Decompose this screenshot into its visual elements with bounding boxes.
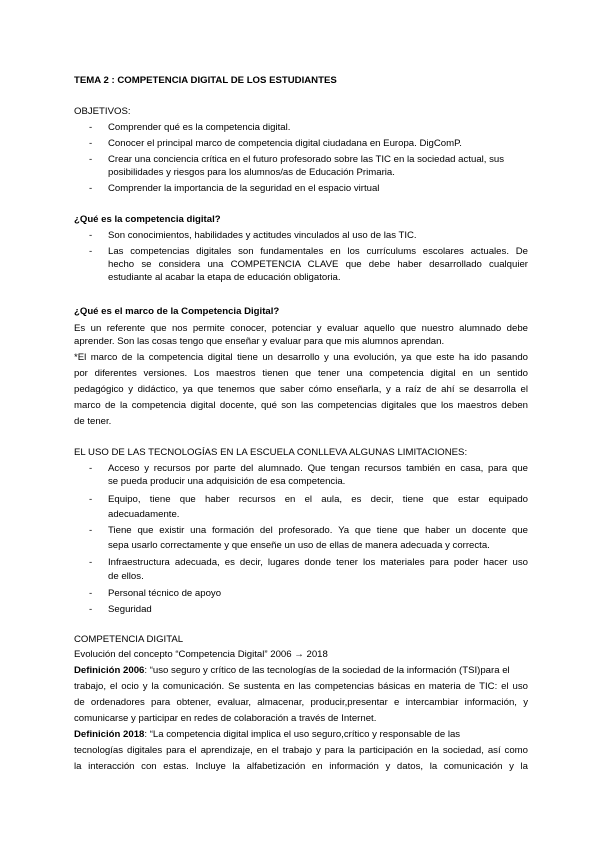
paragraph-line: tecnologías digitales para el aprendizaje, en el trabajo y para la participación en la sociedad, así como	[74, 745, 528, 756]
objetivos-heading: OBJETIVOS:	[74, 106, 131, 117]
paragraph-line: Es un referente que nos permite conocer, potenciar y evaluar aquello que nuestro alumnado debe	[74, 323, 528, 334]
paragraph-line: *El marco de la competencia digital tiene un desarrollo y una evolución, ya que este ha ido pasando	[74, 352, 528, 363]
paragraph-line: de tener.	[74, 416, 112, 427]
bullet-dash: -	[89, 525, 93, 536]
bullet-dash: -	[89, 588, 93, 599]
section-heading-competencia: COMPETENCIA DIGITAL	[74, 634, 184, 645]
paragraph-line: por diferentes versiones. Los maestros tienen que tener una competencia digital en un sentido	[74, 368, 528, 379]
bullet-dash: -	[89, 557, 93, 568]
paragraph-line: la interacción con estas. Incluye la alfabetización en información y datos, la comunicación y la	[74, 761, 528, 772]
bullet-dash: -	[89, 604, 93, 615]
bullet-dash: -	[89, 122, 93, 133]
bullet-dash: -	[89, 183, 93, 194]
bullet-dash: -	[89, 463, 93, 474]
definicion-2018: Definición 2018: “La competencia digital implica el uso seguro,crítico y responsable de las	[74, 729, 461, 740]
evolucion-line: Evolución del concepto “Competencia Digital” 2006 → 2018	[74, 649, 328, 660]
definicion-label: Definición 2006	[74, 665, 145, 676]
bullet-dash: -	[89, 138, 93, 149]
section-heading-limitaciones: EL USO DE LAS TECNOLOGÍAS EN LA ESCUELA CONLLEVA ALGUNAS LIMITACIONES:	[74, 447, 468, 458]
section-heading-marco: ¿Qué es el marco de la Competencia Digital?	[74, 306, 280, 317]
section-heading-que-es: ¿Qué es la competencia digital?	[74, 214, 221, 225]
definicion-label: Definición 2018	[74, 729, 145, 740]
paragraph-line: aprender. Son las cosas tengo que enseñar y evaluar para que mis alumnos aprendan.	[74, 336, 445, 347]
paragraph-line: de ordenadores para obtener, evaluar, almacenar, producir,presentar e intercambiar información, y	[74, 697, 528, 708]
paragraph-line: marco de la competencia digital docente, qué son las competencias digitales que los maestros deben	[74, 400, 528, 411]
paragraph-line: comunicarse y participar en redes de colaboración a través de Internet.	[74, 713, 377, 724]
paragraph-line: pedagógico y didáctico, ya que tenemos que saber cómo enseñarla, y a raíz de ahí se desarrolla el	[74, 384, 528, 395]
bullet-dash: -	[89, 494, 93, 505]
definicion-2006: Definición 2006: “uso seguro y crítico de las tecnologías de la sociedad de la información (TSI)para el	[74, 665, 510, 676]
bullet-dash: -	[89, 230, 93, 241]
document-page: TEMA 2 : COMPETENCIA DIGITAL DE LOS ESTUDIANTES OBJETIVOS: - Comprender qué es la competencia digital. - Conocer el principal marco de competencia digital ciudadana en Europa. DigComP. - Crear una conciencia crítica en el futuro profesorado sobre las TIC en la sociedad actual, sus posibilidades y riesgos para los alumnos/as de Educación Primaria. - Comprender la importancia de la seguridad en el espacio virtual ¿Qué es la competencia digital? - Son conocimientos, habilidades y actitudes vinculados al uso de las TIC. - Las competencias digitales son fundamentales en los currículums escolares actuales. De hecho se considera una COMPETENCIA CLAVE que debe haber desarrollado cualquier estudiante al acabar la etapa de educación obligatoria. ¿Qué es el marco de la Competencia Digital? Es un referente que nos permite conocer, potenciar y evaluar aquello que nuestro alumnado debe aprender. Son las cosas tengo que enseñar y evaluar para que mis alumnos aprendan. *El marco de la competencia digital tiene un desarrollo y una evolución, ya que este ha ido pasando por diferentes versiones. Los maestros tienen que tener una competencia digital en un sentido pedagógico y didáctico, ya que tenemos que saber cómo enseñarla, y a raíz de ahí se desarrolla el marco de la competencia digital docente, qué son las competencias digitales que los maestros deben de tener. EL USO DE LAS TECNOLOGÍAS EN LA ESCUELA CONLLEVA ALGUNAS LIMITACIONES: - Acceso y recursos por parte del alumnado. Que tengan recursos también en casa, para que se pueda producir una adquisición de esa competencia. - Equipo, tiene que haber recursos en el aula, es decir, tiene que estar equipado adecuadamente. - Tiene que existir una formación del profesorado. Ya que tiene que haber un docente que sepa usarlo correctamente y que enseñe un uso de ellas de manera adecuada y correcta. - Infraestructura adecuada, es decir, lugares donde tener los materiales para poder hacer uso de ellos. - Personal técnico de apoyo - Seguridad COMPETENCIA DIGITAL Evolución del concepto “Competencia Digital” 2006 → 2018 Definición 2006: “uso seguro y crítico de las tecnologías de la sociedad de la información (TSI)para el trabajo, el ocio y la comunicación. Se sustenta en las competencias básicas en materia de TIC: el uso de ordenadores para obtener, evaluar, almacenar, producir,presentar e intercambiar información, y comunicarse y participar en redes de colaboración a través de Internet. Definición 2018: “La competencia digital implica el uso seguro,crítico y responsable de las tecnologías digitales para el aprendizaje, en el trabajo y para la participación en la sociedad, así como la interacción con estas. Incluye la alfabetización en información y datos, la comunicación y la	[74, 75, 528, 772]
document-title: TEMA 2 : COMPETENCIA DIGITAL DE LOS ESTUDIANTES	[74, 75, 337, 86]
bullet-dash: -	[89, 154, 93, 165]
paragraph-line: trabajo, el ocio y la comunicación. Se sustenta en las competencias básicas en materia de TIC: el uso	[74, 681, 528, 692]
bullet-dash: -	[89, 246, 93, 257]
